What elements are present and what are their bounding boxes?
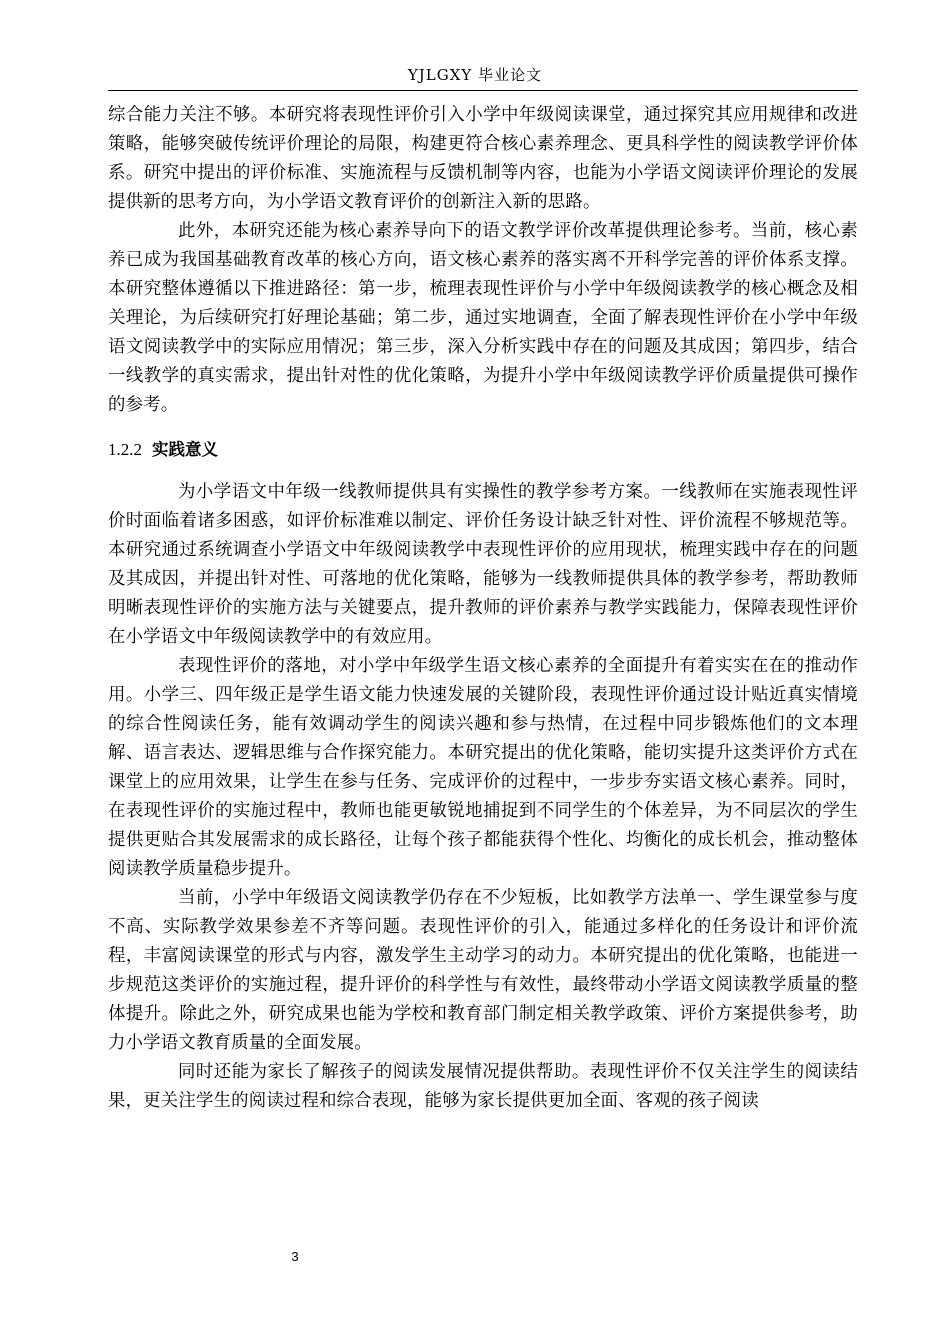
section-heading — [108, 420, 858, 478]
page-number: 3 — [291, 1249, 299, 1264]
body-text — [108, 101, 858, 1116]
paragraph: 当前，小学中年级语文阅读教学仍存在不少短板，比如教学方法单一、学生课堂参与度不高、实际教学效果参差不齐等问题。表现性评价的引入，能通过多样化的任务设计和评价流程，丰富阅读课堂的形式与内容，激发学生主动学习的动力。本研究提出的优化策略，也能进一步规范这类评价的实施过程，提升评价的科学性与有效性，最终带动小学语文阅读教学质量的整体提升。除此之外，研究成果也能为学校和教育部门制定相关教学政策、评价方案提供参考，助力小学语文教育质量的全面发展。 — [108, 888, 858, 1053]
paragraph: 表现性评价的落地，对小学中年级学生语文核心素养的全面提升有着实实在在的推动作用。小学三、四年级正是学生语文能力快速发展的关键阶段，表现性评价通过设计贴近真实情境的综合性阅读任务，能有效调动学生的阅读兴趣和参与热情，在过程中同步锻炼他们的文本理解、语言表达、逻辑思维与合作探究能力。本研究提出的优化策略，能切实提升这类评价方式在课堂上的应用效果，让学生在参与任务、完成评价的过程中，一步步夯实语文核心素养。同时，在表现性评价的实施过程中，教师也能更敏锐地捕捉到不同学生的个体差异，为不同层次的学生提供更贴合其发展需求的成长路径，让每个孩子都能获得个性化、均衡化的成长机会，推动整体阅读教学质量稳步提升。 — [108, 656, 858, 879]
section-title: 实践意义 — [152, 439, 218, 459]
paragraph: 同时还能为家长了解孩子的阅读发展情况提供帮助。表现性评价不仅关注学生的阅读结果，更关注学生的阅读过程和综合表现，能够为家长提供更加全面、客观的孩子阅读 — [108, 1062, 858, 1111]
paragraph-continued: 综合能力关注不够。本研究将表现性评价引入小学中年级阅读课堂，通过探究其应用规律和改进策略，能够突破传统评价理论的局限，构建更符合核心素养理念、更具科学性的阅读教学评价体系。研究中提出的评价标准、实施流程与反馈机制等内容，也能为小学语文阅读评价理论的发展提供新的思考方向，为小学语文教育评价的创新注入新的思路。 — [108, 105, 858, 212]
section-number: 1.2.2 — [108, 439, 142, 459]
paragraph: 为小学语文中年级一线教师提供具有实操性的教学参考方案。一线教师在实施表现性评价时面临着诸多困惑，如评价标准难以制定、评价任务设计缺乏针对性、评价流程不够规范等。本研究通过系统调查小学语文中年级阅读教学中表现性评价的应用现状，梳理实践中存在的问题及其成因，并提出针对性、可落地的优化策略，能够为一线教师提供具体的教学参考，帮助教师明晰表现性评价的实施方法与关键要点，提升教师的评价素养与教学实践能力，保障表现性评价在小学语文中年级阅读教学中的有效应用。 — [108, 482, 858, 647]
paragraph: 此外，本研究还能为核心素养导向下的语文教学评价改革提供理论参考。当前，核心素养已成为我国基础教育改革的核心方向，语文核心素养的落实离不开科学完善的评价体系支撑。本研究整体遵循以下推进路径：第一步，梳理表现性评价与小学中年级阅读教学的核心概念及相关理论，为后续研究打好理论基础；第二步，通过实地调查，全面了解表现性评价在小学中年级语文阅读教学中的实际应用情况；第三步，深入分析实践中存在的问题及其成因；第四步，结合一线教学的真实需求，提出针对性的优化策略，为提升小学中年级阅读教学评价质量提供可操作的参考。 — [108, 221, 858, 415]
page-header: YJLGXY 毕业论文 — [407, 66, 543, 84]
header-rule — [108, 90, 858, 91]
